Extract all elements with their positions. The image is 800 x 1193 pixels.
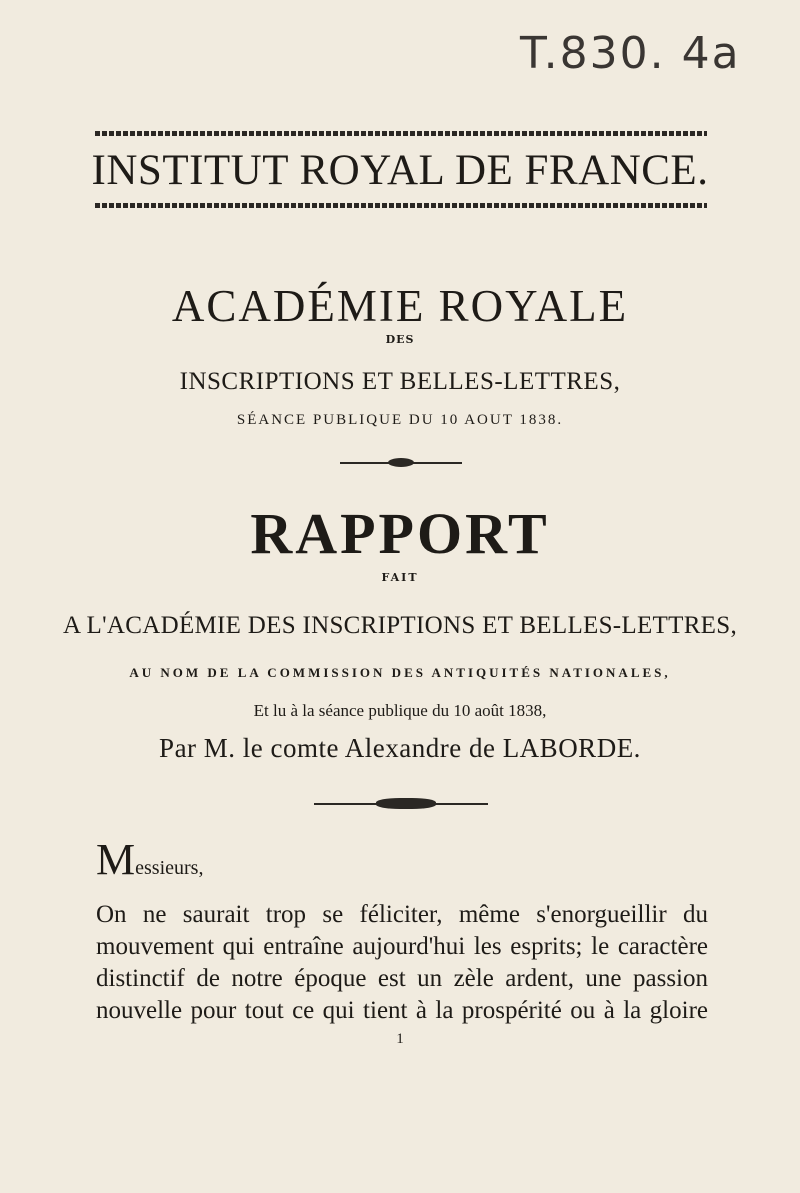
paragraph-line: nouvelle pour tout ce qui tient à la prospérité ou à la gloire — [96, 997, 708, 1024]
salutation-initial: M — [96, 835, 136, 884]
author-line: Par M. le comte Alexandre de LABORDE. — [159, 733, 641, 763]
academie-line: A L'ACADÉMIE DES INSCRIPTIONS ET BELLES-LETTRES, — [63, 612, 737, 639]
page-number: 1 — [396, 1031, 404, 1047]
fait-label: FAIT — [381, 571, 419, 584]
wavy-rule-top — [95, 128, 707, 138]
rapport-title: RAPPORT — [250, 501, 550, 566]
paragraph-line: distinctif de notre époque est un zèle ardent, une passion — [96, 965, 708, 992]
salutation — [96, 834, 203, 885]
seance-line: SÉANCE PUBLIQUE DU 10 AOUT 1838. — [236, 412, 564, 428]
inscriptions-title: INSCRIPTIONS ET BELLES-LETTRES, — [179, 368, 621, 395]
reading-date-line: Et lu à la séance publique du 10 août 1838, — [253, 701, 547, 720]
institut-title: INSTITUT ROYAL DE FRANCE. — [91, 147, 709, 194]
divider-small-ornament — [388, 458, 414, 467]
divider-large-ornament — [376, 798, 436, 809]
salutation-rest: essieurs, — [135, 857, 204, 879]
paragraph-line: On ne saurait trop se féliciter, même s'enorgueillir du — [96, 901, 708, 928]
paragraph-line: mouvement qui entraîne aujourd'hui les esprits; le caractère — [96, 933, 708, 960]
academie-title: ACADÉMIE ROYALE — [171, 281, 629, 331]
body-paragraph — [96, 899, 708, 1027]
archive-mark: T.830. 4a — [520, 28, 741, 79]
commission-line: AU NOM DE LA COMMISSION DES ANTIQUITÉS NATIONALES, — [129, 665, 671, 680]
des-label: DES — [385, 333, 415, 346]
wavy-rule-bottom — [95, 200, 707, 210]
